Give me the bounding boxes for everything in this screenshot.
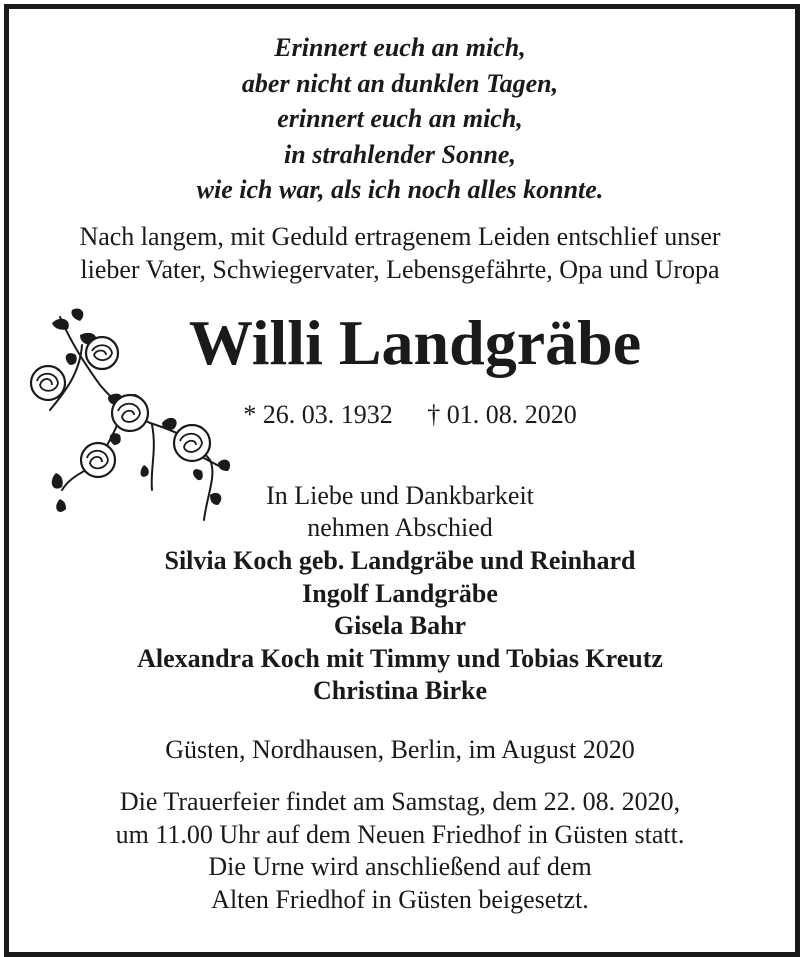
announcement-line: Nach langem, mit Geduld ertragenem Leiden entschlief unser [79, 222, 721, 251]
farewell-line: nehmen Abschied [307, 513, 493, 542]
farewell-text [0, 480, 800, 544]
mourner-name: Ingolf Landgräbe [302, 578, 498, 608]
death-date: † 01. 08. 2020 [427, 400, 577, 429]
mourner-name: Silvia Koch geb. Landgräbe und Reinhard [164, 546, 636, 575]
farewell-line: In Liebe und Dankbarkeit [266, 481, 534, 510]
mourner-name: Gisela Bahr [333, 611, 467, 640]
place-and-date: Güsten, Nordhausen, Berlin, im August 2020 [165, 735, 635, 764]
service-line: um 11.00 Uhr auf dem Neuen Friedhof in Güsten statt. [115, 819, 685, 849]
poem-line: erinnert euch an mich, [277, 104, 523, 133]
service-details [0, 786, 800, 916]
announcement-text [0, 220, 800, 286]
mourner-name: Alexandra Koch mit Timmy und Tobias Kreutz [137, 643, 663, 673]
birth-date: * 26. 03. 1932 [243, 400, 393, 429]
announcement-line: lieber Vater, Schwiegervater, Lebensgefährte, Opa und Uropa [80, 255, 720, 284]
mourners-list [0, 545, 800, 708]
poem-line: Erinnert euch an mich, [274, 33, 526, 62]
poem-line: wie ich war, als ich noch alles konnte. [196, 175, 604, 204]
life-dates [210, 398, 610, 432]
deceased-name: Willi Landgräbe [188, 307, 642, 378]
poem [0, 30, 800, 208]
poem-line: in strahlender Sonne, [284, 139, 516, 169]
service-line: Alten Friedhof in Güsten beigesetzt. [211, 884, 589, 914]
mourner-name: Christina Birke [312, 676, 488, 705]
service-line: Die Trauerfeier findet am Samstag, dem 22. 08. 2020, [119, 787, 681, 816]
poem-line: aber nicht an dunklen Tagen, [241, 68, 559, 98]
service-line: Die Urne wird anschließend auf dem [208, 852, 592, 881]
